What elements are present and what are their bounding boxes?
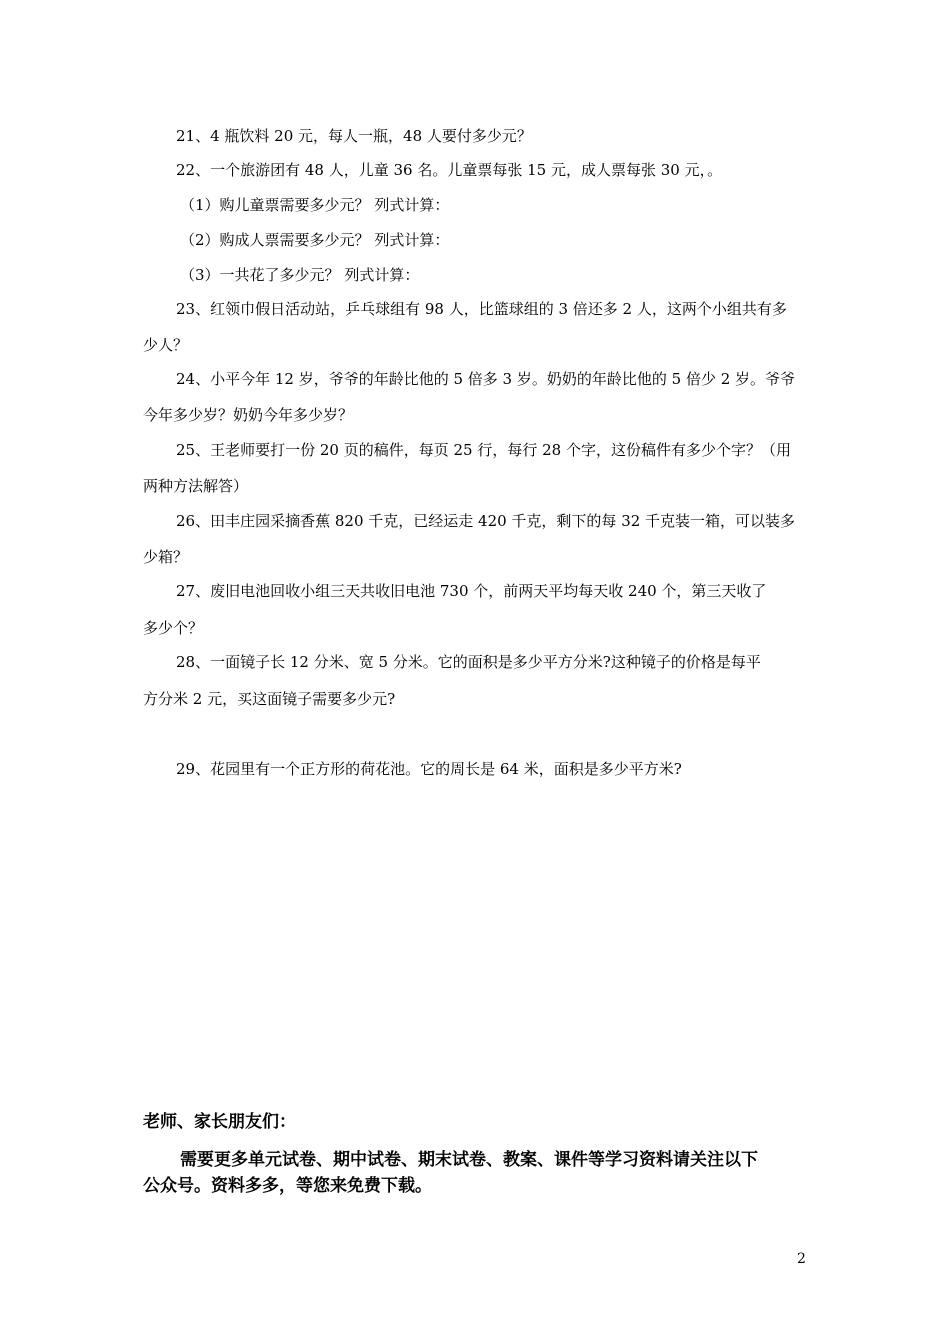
- page-number: 2: [797, 1251, 806, 1267]
- question-21: 21、4 瓶饮料 20 元，每人一瓶，48 人要付多少元？: [176, 127, 532, 145]
- question-22-part-3: （3）一共花了多少元？ 列式计算：: [180, 266, 420, 284]
- question-23-line-1: 23、红领巾假日活动站，乒乓球组有 98 人，比篮球组的 3 倍还多 2 人，这两个小组共有多: [176, 300, 787, 318]
- question-22-part-2: （2）购成人票需要多少元？ 列式计算：: [180, 231, 450, 249]
- question-22-part-1: （1）购儿童票需要多少元？ 列式计算：: [180, 196, 450, 214]
- notice-line-1: 需要更多单元试卷、期中试卷、期末试卷、教案、课件等学习资料请关注以下: [180, 1150, 758, 1170]
- question-24-line-1: 24、小平今年 12 岁，爷爷的年龄比他的 5 倍多 3 岁。奶奶的年龄比他的 5 倍少 2 岁。爷爷: [176, 370, 796, 388]
- question-22: 22、一个旅游团有 48 人，儿童 36 名。儿童票每张 15 元，成人票每张 30 元，。: [176, 161, 723, 179]
- question-26-line-1: 26、田丰庄园采摘香蕉 820 千克，已经运走 420 千克，剩下的每 32 千克装一箱，可以装多: [176, 512, 796, 530]
- question-28-line-2: 方分米 2 元，买这面镜子需要多少元?: [143, 690, 396, 708]
- question-27-line-1: 27、废旧电池回收小组三天共收旧电池 730 个，前两天平均每天收 240 个，第三天收了: [176, 582, 767, 600]
- question-25-line-2: 两种方法解答）: [143, 477, 249, 495]
- notice-line-2: 公众号。资料多多，等您来免费下载。: [143, 1176, 432, 1196]
- question-28-line-1: 28、一面镜子长 12 分米、宽 5 分米。它的面积是多少平方分米?这种镜子的价格是每平: [176, 653, 761, 671]
- question-26-line-2: 少箱？: [143, 548, 189, 566]
- question-24-line-2: 今年多少岁？奶奶今年多少岁？: [143, 406, 354, 424]
- question-29: 29、花园里有一个正方形的荷花池。它的周长是 64 米，面积是多少平方米?: [176, 760, 682, 778]
- question-25-line-1: 25、王老师要打一份 20 页的稿件，每页 25 行，每行 28 个字，这份稿件有多少个字？（用: [176, 441, 791, 459]
- notice-heading: 老师、家长朋友们：: [143, 1112, 296, 1132]
- question-27-line-2: 多少个？: [143, 619, 204, 637]
- question-23-line-2: 少人？: [143, 336, 189, 354]
